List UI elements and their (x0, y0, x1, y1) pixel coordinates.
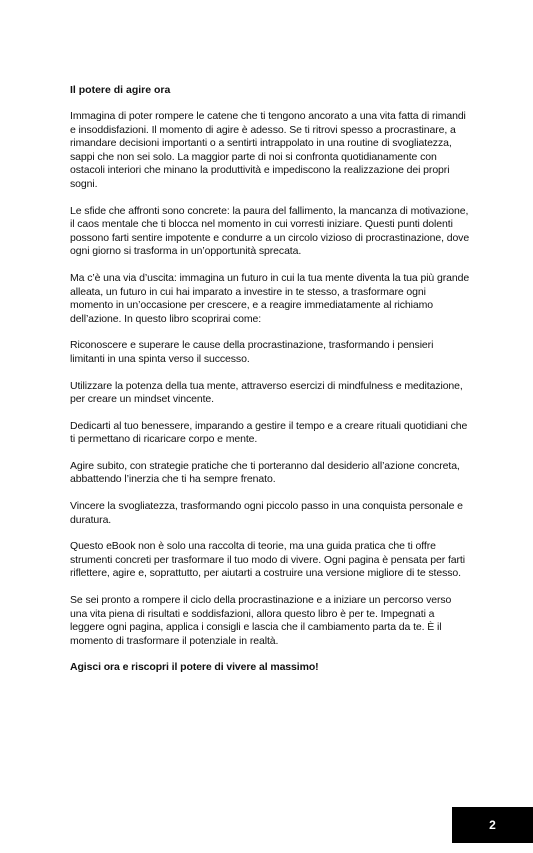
paragraph-point-recognize: Riconoscere e superare le cause della procrastinazione, trasformando i pensieri limitanti in una spinta verso il successo. (70, 339, 434, 365)
section-heading: Il potere di agire ora (70, 84, 171, 96)
paragraph-point-overcome: Vincere la svogliatezza, trasformando ogni piccolo passo in una conquista personale e duratura. (70, 500, 463, 526)
page-content (70, 83, 470, 688)
paragraph-ebook: Questo eBook non è solo una raccolta di teorie, ma una guida pratica che ti offre strumenti concreti per trasformare il tuo modo di vivere. Ogni pagina è pensata per farti riflettere, agire e, soprattutto, per aiutarti a costruire una versione migliore di te stesso. (70, 540, 465, 580)
paragraph-way-out: Ma c’è una via d’uscita: immagina un futuro in cui la tua mente diventa la tua più grande alleata, un futuro in cui hai imparato a investire in te stesso, a trasformare ogni momento in un’occasione per crescere, e a reagire immediatamente al richiamo dell’azione. In questo libro scoprirai come: (70, 271, 470, 325)
paragraph-ready: Se sei pronto a rompere il ciclo della procrastinazione e a iniziare un percorso verso una vita piena di risultati e soddisfazioni, allora questo libro è per te. Impegnati a leggere ogni pagina, applica i consigli e lascia che il cambiamento parta da te. È il momento di trasformare il potenziale in realtà. (70, 594, 452, 647)
paragraph-point-act: Agire subito, con strategie pratiche che ti porteranno dal desiderio all’azione concreta, abbattendo l’inerzia che ti ha sempre frenato. (70, 459, 460, 486)
paragraph-challenges: Le sfide che affronti sono concrete: la paura del fallimento, la mancanza di motivazione, il caos mentale che ti blocca nel momento in cui vorresti iniziare. Questi punti dolenti possono farti sentire impotente e condurre a un circolo vizioso di procrastinazione, dove ogni giorno si trasforma in un’opportunità sprecata. (70, 204, 470, 258)
paragraph-point-mind: Utilizzare la potenza della tua mente, attraverso esercizi di mindfulness e meditazione, per creare un mindset vincente. (70, 379, 463, 406)
closing-statement: Agisci ora e riscopri il potere di vivere al massimo! (70, 661, 319, 674)
page-number-box (452, 807, 533, 843)
page-number: 2 (489, 818, 496, 832)
paragraph-point-wellbeing: Dedicarti al tuo benessere, imparando a gestire il tempo e a creare rituali quotidiani che ti permettano di ricaricare corpo e mente. (70, 419, 468, 446)
paragraph-intro: Immagina di poter rompere le catene che ti tengono ancorato a una vita fatta di rimandi e insoddisfazioni. Il momento di agire è adesso. Se ti ritrovi spesso a procrastinare, a rimandare decisioni importanti o a sentirti intrappolato in una routine di svogliatezza, sappi che non sei solo. La maggior parte di noi si confronta quotidianamente con ostacoli interiori che minano la produttività e impediscono la realizzazione dei propri sogni. (70, 110, 466, 190)
